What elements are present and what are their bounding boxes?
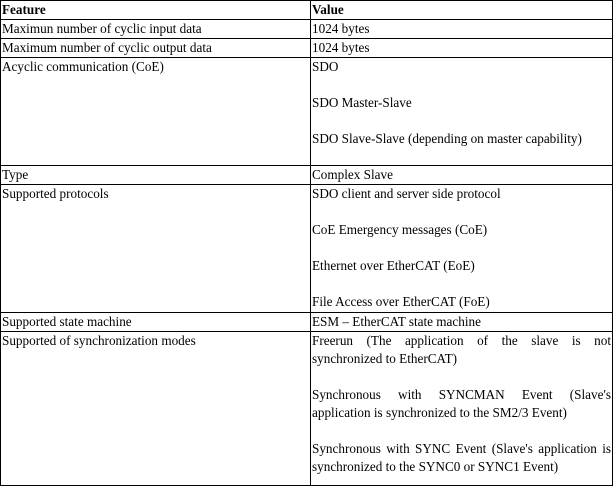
table-row	[1, 166, 613, 185]
feature-cell: Acyclic communication (CoE)	[1, 58, 311, 166]
value-paragraph: SDO Slave-Slave (depending on master capability)	[312, 131, 582, 146]
feature-cell: Supported of synchronization modes	[1, 332, 311, 486]
value-cell: Complex Slave	[311, 166, 613, 185]
value-cell	[311, 58, 613, 166]
table-header-row	[1, 1, 613, 20]
feature-cell: Type	[1, 166, 311, 185]
value-paragraph: SDO Master-Slave	[312, 95, 412, 110]
table-row	[1, 39, 613, 58]
table-row	[1, 332, 613, 486]
value-cell: ESM – EtherCAT state machine	[311, 313, 613, 332]
value-cell	[311, 185, 613, 313]
table-row	[1, 20, 613, 39]
header-feature: Feature	[1, 1, 311, 20]
feature-cell: Supported protocols	[1, 185, 311, 313]
value-paragraph: File Access over EtherCAT (FoE)	[312, 294, 490, 309]
value-cell	[311, 332, 613, 486]
feature-cell: Maximum number of cyclic output data	[1, 39, 311, 58]
header-value: Value	[311, 1, 613, 20]
value-paragraph: Synchronous with SYNCMAN Event (Slave's application is synchronized to the SM2/3 Event)	[312, 387, 611, 420]
value-paragraph: Synchronous with SYNC Event (Slave's application is synchronized to the SYNC0 or SYNC1 Event)	[312, 441, 611, 474]
value-paragraph: SDO client and server side protocol	[312, 186, 501, 201]
table-row	[1, 185, 613, 313]
feature-cell: Supported state machine	[1, 313, 311, 332]
table-row	[1, 313, 613, 332]
value-paragraph: CoE Emergency messages (CoE)	[312, 222, 488, 237]
value-cell: 1024 bytes	[311, 39, 613, 58]
value-cell: 1024 bytes	[311, 20, 613, 39]
feature-cell: Maximun number of cyclic input data	[1, 20, 311, 39]
value-paragraph: Freerun (The application of the slave is not synchronized to EtherCAT)	[312, 333, 611, 366]
table-row	[1, 58, 613, 166]
value-paragraph: Ethernet over EtherCAT (EoE)	[312, 258, 475, 273]
value-paragraph: SDO	[312, 59, 339, 74]
